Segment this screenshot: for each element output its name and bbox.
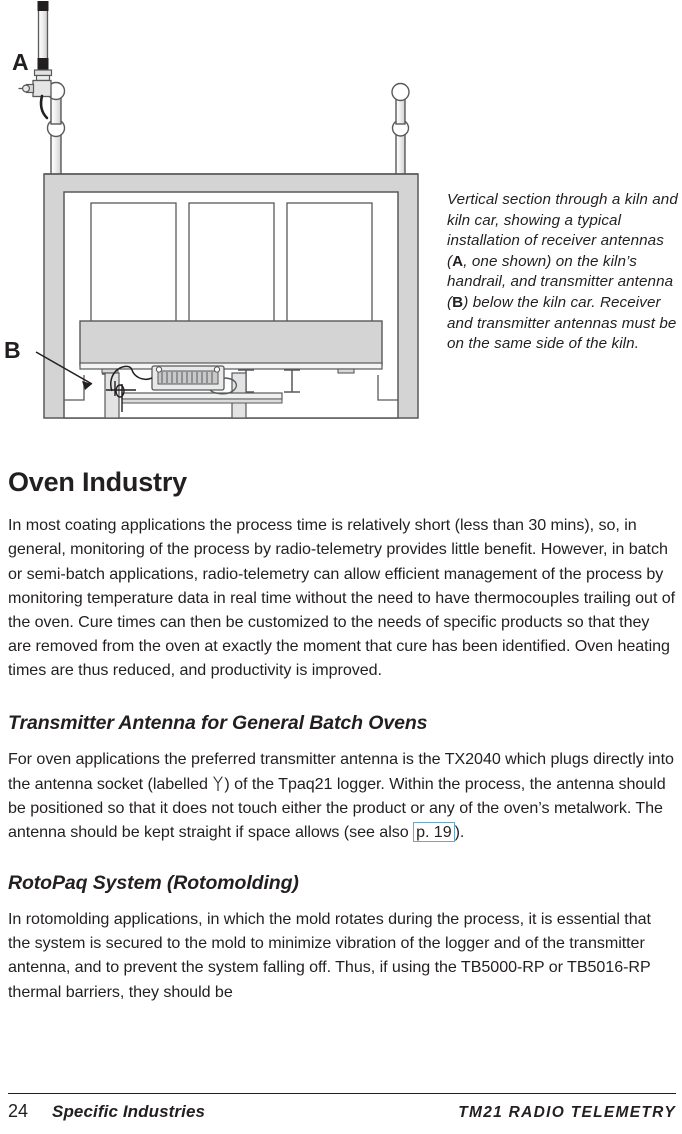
right-handrail-post (392, 84, 409, 179)
paragraph-rotopaq-system: In rotomolding applications, in which the mold rotates during the process, it is essential that the system is secured to the mold to minimize vibration of the logger and of the transmitter antenna, and to prevent the system falling off. Thus, if using the TB5000-RP or TB5016-RP thermal barriers, they should be (8, 910, 651, 1001)
page-footer (8, 1093, 676, 1122)
heading-rotopaq-system: RotoPaq System (Rotomolding) (8, 871, 299, 894)
figure-label-a: A (12, 49, 29, 75)
figure-block (0, 0, 682, 432)
figure-label-b: B (4, 337, 21, 363)
kiln-ware-stacks (91, 203, 372, 322)
footer-document-label: TM21 RADIO TELEMETRY (458, 1104, 676, 1121)
page-reference-link[interactable]: p. 19 (413, 822, 455, 842)
transmitter-text-part-1: For oven applications the preferred transmitter antenna is the TX2040 which plugs directly into the antenna socket (labelled (8, 750, 674, 793)
heading-transmitter-antenna: Transmitter Antenna for General Batch Ovens (8, 712, 428, 734)
section-spacer (8, 682, 676, 713)
paragraph-oven-industry: In most coating applications the process time is relatively short (less than 30 mins), so, in general, monitoring of the process by radio-telemetry provides little benefit. However, in batch or semi-batch applications, radio-telemetry can allow efficient management of the process by monitoring temperature data in real time without the need to have thermocouples trailing out of the oven. Cure times can then be customized to the needs of specific products so that they are removed from the oven at exactly the moment that cure has been identified. Oven heating times are thus reduced, and productivity is improved. (8, 516, 676, 679)
figure-caption: Vertical section through a kiln and kiln car, showing a typical installation of receiver antennas (A, one shown) on the kiln’s handrail, and transmitter antenna (B) below the kiln car. Receiver and transmitter antennas must be on the same side of the kiln. (447, 191, 678, 353)
receiver-antenna-assembly (12, 1, 65, 178)
kiln-section-diagram (0, 0, 440, 432)
heading-oven-industry: Oven Industry (8, 467, 187, 497)
footer-section-label: Specific Industries (52, 1102, 206, 1121)
footer-row (8, 1101, 676, 1122)
kiln-car-deck (80, 321, 382, 369)
transmitter-text-part-3: ). (454, 822, 465, 841)
section-spacer-2 (8, 844, 676, 873)
transmitter-text-part-2: ) of the Tpaq21 logger. Within the process, the antenna should be positioned so that it does not touch either the product or any of the oven’s metalwork. The antenna should be kept straight if space allows (see also (8, 774, 666, 841)
page-content (8, 468, 676, 1004)
footer-divider (8, 1093, 676, 1094)
paragraph-transmitter-antenna (8, 747, 676, 843)
antenna-socket-icon (212, 774, 224, 789)
logger-unit (152, 366, 236, 394)
page-number: 24 (8, 1101, 29, 1121)
